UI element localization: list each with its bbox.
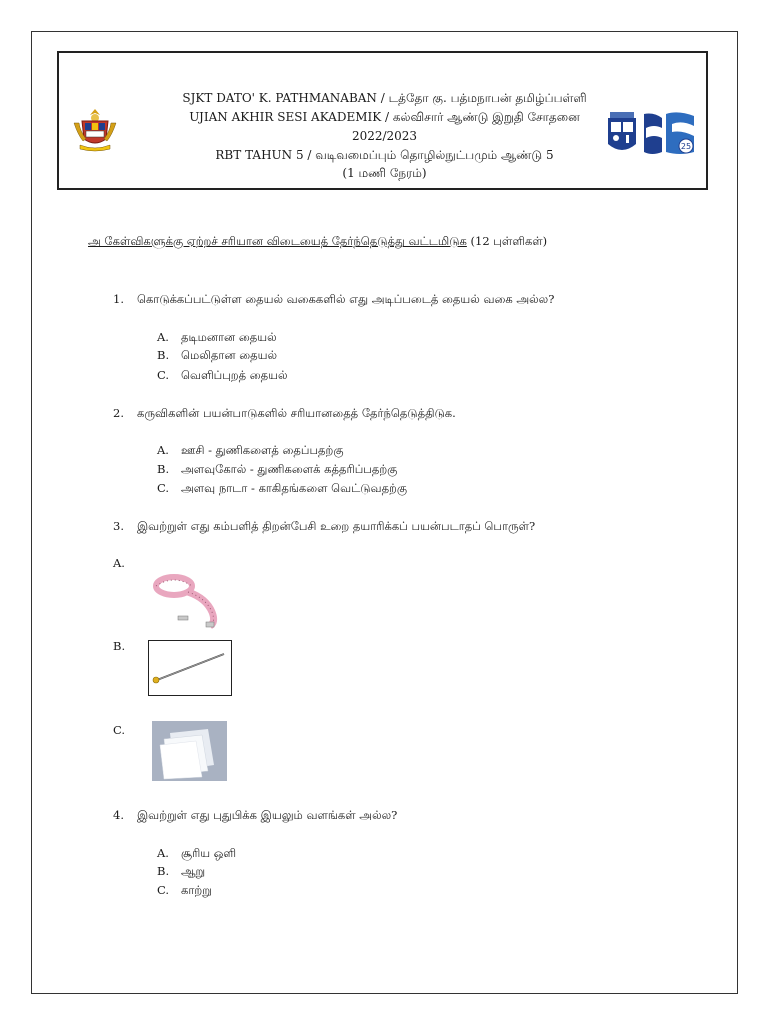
question-text: இவற்றுள் எது கம்பளித் திறன்பேசி உறை தயாரிக்கப் பயன்படாதப் பொருள்? — [137, 519, 536, 533]
option-letter: C. — [157, 481, 170, 495]
option-text: காற்று — [181, 883, 212, 897]
option-text: சூரிய ஒளி — [181, 846, 237, 860]
exam-title: UJIAN AKHIR SESI AKADEMIK / கல்விசார் ஆண்டு இறுதி சோதனை — [189, 110, 580, 124]
instructions-text: அ கேள்விகளுக்கு ஏற்றச் சரியான விடையைத் தேர்ந்தெடுத்து வட்டமிடுக — [88, 234, 467, 248]
question-number: 4. — [113, 808, 124, 822]
option-2c[interactable] — [157, 481, 407, 497]
option-text: அளவு நாடா - காகிதங்களை வெட்டுவதற்கு — [181, 481, 408, 495]
option-letter: B. — [157, 864, 170, 878]
instructions — [88, 234, 547, 250]
option-1b[interactable] — [157, 348, 277, 364]
instructions-marks: (12 புள்ளிகள்) — [470, 234, 548, 248]
option-letter: A. — [157, 846, 169, 860]
option-text: அளவுகோல் - துணிகளைக் கத்தரிப்பதற்கு — [181, 462, 398, 476]
svg-text:25: 25 — [680, 142, 692, 151]
school-logo-icon — [606, 108, 698, 158]
option-3c-letter[interactable]: C. — [113, 723, 126, 737]
question-2 — [113, 406, 456, 422]
question-text: கருவிகளின் பயன்பாடுகளில் சரியானதைத் தேர்ந்தெடுத்திடுக. — [137, 406, 456, 420]
question-text: இவற்றுள் எது புதுபிக்க இயலும் வளங்கள் அல்ல? — [137, 808, 398, 822]
option-4c[interactable] — [157, 883, 212, 899]
question-number: 2. — [113, 406, 124, 420]
subject-title: RBT TAHUN 5 / வடிவமைப்பும் தொழில்நுட்பமும் ஆண்டு 5 — [215, 148, 554, 162]
option-text: வெளிப்புறத் தையல் — [181, 368, 288, 382]
option-text: மெலிதான தையல் — [181, 348, 278, 362]
question-1 — [113, 292, 554, 308]
option-1a[interactable] — [157, 330, 277, 346]
question-number: 3. — [113, 519, 124, 533]
option-text: தடிமனான தையல் — [181, 330, 277, 344]
exam-header — [57, 51, 708, 190]
option-text: ஊசி - துணிகளைத் தைப்பதற்கு — [181, 443, 344, 457]
option-letter: C. — [157, 368, 170, 382]
school-name: SJKT DATO' K. PATHMANABAN / டத்தோ கு. பத்மநாபன் தமிழ்ப்பள்ளி — [182, 91, 587, 105]
option-3b-letter[interactable]: B. — [113, 639, 126, 653]
exam-year: 2022/2023 — [351, 129, 418, 143]
question-number: 1. — [113, 292, 124, 306]
question-3 — [113, 519, 535, 535]
option-letter: B. — [157, 462, 170, 476]
question-text: கொடுக்கப்பட்டுள்ள தையல் வகைகளில் எது அடிப்படைத் தையல் வகை அல்ல? — [137, 292, 555, 306]
option-letter: A. — [157, 330, 169, 344]
option-1c[interactable] — [157, 368, 288, 384]
option-letter: C. — [157, 883, 170, 897]
option-letter: A. — [157, 443, 169, 457]
option-3a-letter[interactable]: A. — [113, 556, 125, 570]
option-2b[interactable] — [157, 462, 397, 478]
option-2a[interactable] — [157, 443, 343, 459]
option-text: ஆறு — [181, 864, 206, 878]
exam-duration: (1 மணி நேரம்) — [342, 166, 427, 180]
question-4 — [113, 808, 397, 824]
sewing-needle-image[interactable] — [148, 640, 232, 696]
option-letter: B. — [157, 348, 170, 362]
paper-sheets-image[interactable] — [152, 721, 227, 781]
measuring-tape-image[interactable] — [150, 568, 224, 630]
option-4b[interactable] — [157, 864, 205, 880]
option-4a[interactable] — [157, 846, 236, 862]
